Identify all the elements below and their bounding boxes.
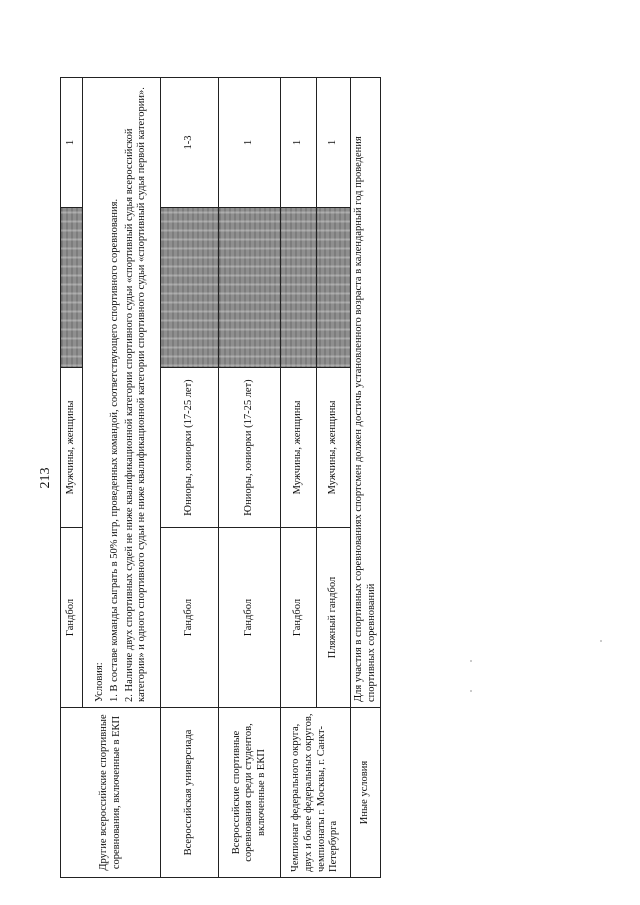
group-cell: Мужчины, женщины [61,368,83,528]
discipline-cell: Гандбол [281,528,317,708]
shaded-cell [281,208,317,368]
shaded-cell [317,208,351,368]
discipline-cell: Гандбол [161,528,219,708]
group-cell: Мужчины, женщины [317,368,351,528]
shaded-cell [219,208,281,368]
place-cell: 1 [219,78,281,208]
scan-speck [600,640,602,642]
sports-table [60,77,381,878]
table-row [161,78,219,878]
rotated-content [38,78,380,878]
condition-item: 1. В составе команды сыграть в 50% игр, проведенных командой, соответствующего спортивного соревнования. [108,198,120,702]
group-cell: Юниоры, юниорки (17-25 лет) [161,368,219,528]
table-row [219,78,281,878]
competition-cell: Всероссийская универсиада [161,708,219,878]
competition-cell: Чемпионат федерального округа, двух и более федеральных округов, чемпионаты г. Москвы, г. Санкт-Петербурга [281,708,351,878]
place-cell: 1 [281,78,317,208]
scan-speck [470,660,472,662]
place-cell: 1 [317,78,351,208]
conditions-title: Условия: [94,662,106,702]
discipline-cell: Пляжный гандбол [317,528,351,708]
table-row [61,78,83,878]
place-cell: 1-3 [161,78,219,208]
discipline-cell: Гандбол [219,528,281,708]
group-cell: Юниоры, юниорки (17-25 лет) [219,368,281,528]
place-cell: 1 [61,78,83,208]
discipline-cell: Гандбол [61,528,83,708]
conditions-cell [83,78,161,708]
page-number: 213 [38,467,53,489]
competition-cell: Всероссийские спортивные соревнования среди студентов, включенные в ЕКП [219,708,281,878]
table-row [351,78,381,878]
table-row [281,78,317,878]
group-cell: Мужчины, женщины [281,368,317,528]
shaded-cell [61,208,83,368]
shaded-cell [161,208,219,368]
other-conditions-text: Для участия в спортивных соревнованиях спортсмен должен достичь установленного возраста в календарный год проведения спортивных соревнований [351,78,381,708]
other-conditions-label: Иные условия [351,708,381,878]
competition-cell: Другие всероссийские спортивные соревнования, включенные в ЕКП [61,708,161,878]
condition-item: 2. Наличие двух спортивных судей не ниже квалификационной категории спортивного судьи «спортивный судья всероссийской категории» и одного спортивного судьи не ниже квалификационной категории спортивного судьи «спортивный судья первой категории». [123,87,148,702]
scan-speck [470,690,472,692]
